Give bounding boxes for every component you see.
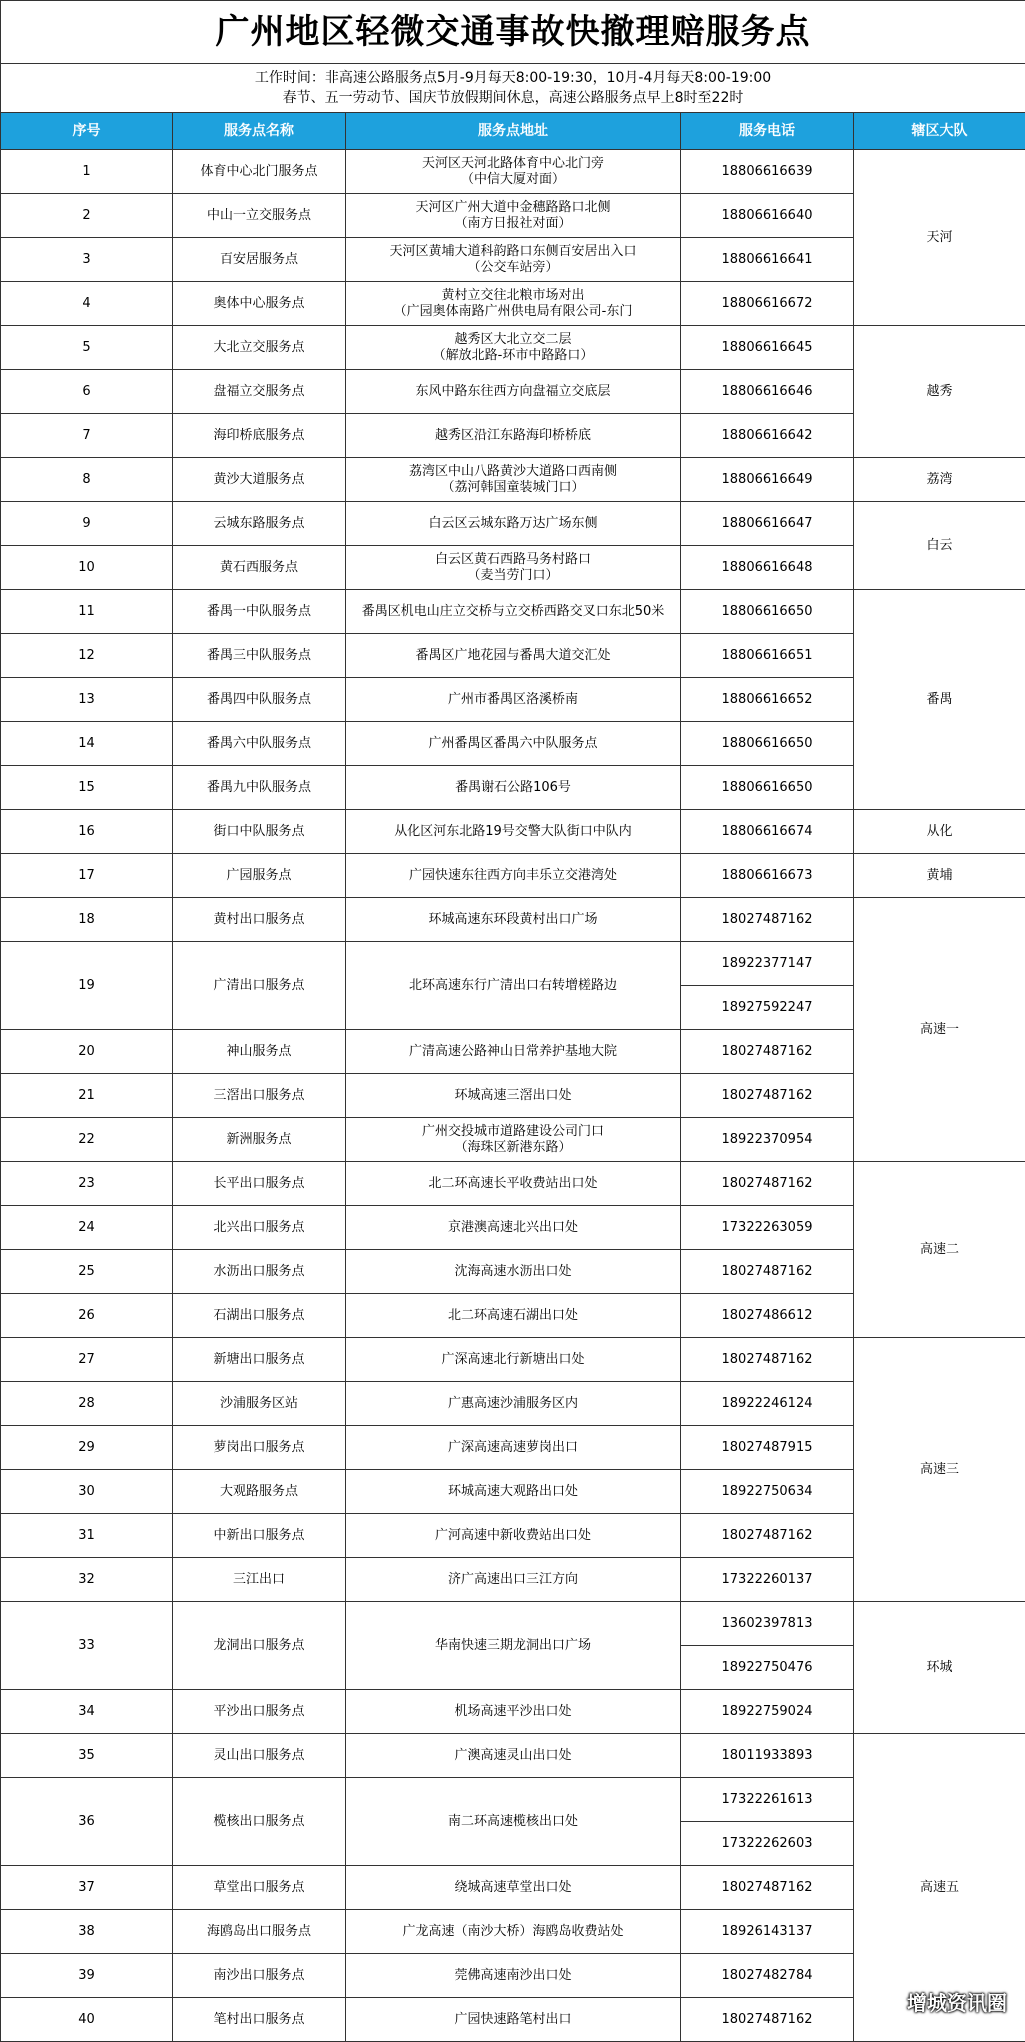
table-header-row (1, 113, 1025, 150)
cell-phone: 18027487162 (681, 1866, 854, 1910)
cell-address: 环城高速大观路出口处 (346, 1470, 681, 1514)
cell-phone: 18806616646 (681, 370, 854, 414)
cell-name: 中新出口服务点 (173, 1514, 346, 1558)
cell-phone: 18922750634 (681, 1470, 854, 1514)
cell-district: 白云 (854, 502, 1025, 590)
cell-no: 14 (1, 722, 173, 766)
cell-no: 29 (1, 1426, 173, 1470)
cell-phone: 18806616641 (681, 238, 854, 282)
cell-address: 广州市番禺区洛溪桥南 (346, 678, 681, 722)
cell-no: 10 (1, 546, 173, 590)
cell-address: 环城高速东环段黄村出口广场 (346, 898, 681, 942)
cell-address: 广州交投城市道路建设公司门口 （海珠区新港东路） (346, 1118, 681, 1162)
cell-district: 高速三 (854, 1338, 1025, 1602)
cell-name: 笔村出口服务点 (173, 1998, 346, 2042)
cell-address: 北二环高速长平收费站出口处 (346, 1162, 681, 1206)
cell-address: 黄村立交往北粮市场对出 （广园奥体南路广州供电局有限公司-东门 (346, 282, 681, 326)
cell-no: 4 (1, 282, 173, 326)
cell-address: 荔湾区中山八路黄沙大道路口西南侧 （荔河韩国童装城门口） (346, 458, 681, 502)
wechat-icon (869, 1989, 899, 2015)
table-row (1, 590, 1025, 634)
cell-name: 奥体中心服务点 (173, 282, 346, 326)
cell-name: 神山服务点 (173, 1030, 346, 1074)
header-phone: 服务电话 (681, 113, 854, 150)
cell-phone: 13602397813 (681, 1602, 854, 1646)
cell-phone: 18927592247 (681, 986, 854, 1030)
cell-address: 莞佛高速南沙出口处 (346, 1954, 681, 1998)
cell-name: 番禺三中队服务点 (173, 634, 346, 678)
cell-address: 广惠高速沙浦服务区内 (346, 1382, 681, 1426)
cell-no: 23 (1, 1162, 173, 1206)
cell-phone: 18806616639 (681, 150, 854, 194)
cell-name: 萝岗出口服务点 (173, 1426, 346, 1470)
cell-name: 番禺一中队服务点 (173, 590, 346, 634)
header-no: 序号 (1, 113, 173, 150)
cell-no: 18 (1, 898, 173, 942)
cell-phone: 18027482784 (681, 1954, 854, 1998)
cell-no: 16 (1, 810, 173, 854)
cell-phone: 18027487162 (681, 898, 854, 942)
cell-name: 番禺九中队服务点 (173, 766, 346, 810)
working-hours (1, 64, 1025, 113)
cell-no: 32 (1, 1558, 173, 1602)
cell-address: 广州番禺区番禺六中队服务点 (346, 722, 681, 766)
cell-address: 北二环高速石湖出口处 (346, 1294, 681, 1338)
table-row (1, 898, 1025, 942)
cell-phone: 18922370954 (681, 1118, 854, 1162)
cell-phone: 18806616640 (681, 194, 854, 238)
cell-phone: 18806616673 (681, 854, 854, 898)
watermark (869, 1987, 1007, 2016)
cell-district: 荔湾 (854, 458, 1025, 502)
cell-phone: 18027487162 (681, 1074, 854, 1118)
cell-no: 34 (1, 1690, 173, 1734)
cell-no: 17 (1, 854, 173, 898)
cell-no: 31 (1, 1514, 173, 1558)
cell-phone: 18027487162 (681, 1030, 854, 1074)
cell-name: 街口中队服务点 (173, 810, 346, 854)
cell-phone: 18806616650 (681, 766, 854, 810)
cell-no: 35 (1, 1734, 173, 1778)
cell-address: 广清高速公路神山日常养护基地大院 (346, 1030, 681, 1074)
cell-district: 高速五 (854, 1734, 1025, 2042)
cell-name: 沙浦服务区站 (173, 1382, 346, 1426)
cell-district: 从化 (854, 810, 1025, 854)
working-hours-line-1: 工作时间：非高速公路服务点5月-9月每天8:00-19:30，10月-4月每天8:00-19:00 (1, 68, 1025, 88)
cell-phone: 17322260137 (681, 1558, 854, 1602)
cell-address: 广深高速高速萝岗出口 (346, 1426, 681, 1470)
cell-phone: 17322262603 (681, 1822, 854, 1866)
cell-no: 3 (1, 238, 173, 282)
cell-no: 20 (1, 1030, 173, 1074)
watermark-text: 增城资讯圈 (907, 1987, 1007, 2016)
cell-phone: 18027487162 (681, 1998, 854, 2042)
cell-address: 番禺谢石公路106号 (346, 766, 681, 810)
cell-no: 19 (1, 942, 173, 1030)
cell-phone: 18806616649 (681, 458, 854, 502)
cell-no: 2 (1, 194, 173, 238)
cell-name: 大观路服务点 (173, 1470, 346, 1514)
cell-name: 三江出口 (173, 1558, 346, 1602)
cell-phone: 17322263059 (681, 1206, 854, 1250)
cell-no: 6 (1, 370, 173, 414)
cell-address: 济广高速出口三江方向 (346, 1558, 681, 1602)
cell-name: 北兴出口服务点 (173, 1206, 346, 1250)
cell-no: 21 (1, 1074, 173, 1118)
cell-phone: 18806616648 (681, 546, 854, 590)
cell-name: 草堂出口服务点 (173, 1866, 346, 1910)
cell-name: 云城东路服务点 (173, 502, 346, 546)
cell-phone: 18806616651 (681, 634, 854, 678)
cell-district: 天河 (854, 150, 1025, 326)
cell-name: 百安居服务点 (173, 238, 346, 282)
cell-no: 28 (1, 1382, 173, 1426)
table-row (1, 1602, 1025, 1646)
table-row (1, 458, 1025, 502)
cell-no: 36 (1, 1778, 173, 1866)
cell-phone: 18922377147 (681, 942, 854, 986)
cell-phone: 18027487162 (681, 1162, 854, 1206)
cell-phone: 18011933893 (681, 1734, 854, 1778)
cell-no: 15 (1, 766, 173, 810)
cell-phone: 18027487162 (681, 1250, 854, 1294)
page-title: 广州地区轻微交通事故快撤理赔服务点 (1, 1, 1025, 64)
cell-phone: 18806616674 (681, 810, 854, 854)
cell-name: 平沙出口服务点 (173, 1690, 346, 1734)
cell-address: 白云区黄石西路马务村路口 （麦当劳门口） (346, 546, 681, 590)
cell-address: 华南快速三期龙洞出口广场 (346, 1602, 681, 1690)
cell-district: 番禺 (854, 590, 1025, 810)
working-hours-line-2: 春节、五一劳动节、国庆节放假期间休息，高速公路服务点早上8时至22时 (1, 88, 1025, 108)
cell-district: 黄埔 (854, 854, 1025, 898)
cell-no: 39 (1, 1954, 173, 1998)
cell-no: 27 (1, 1338, 173, 1382)
cell-address: 番禺区广地花园与番禺大道交汇处 (346, 634, 681, 678)
cell-no: 13 (1, 678, 173, 722)
cell-no: 22 (1, 1118, 173, 1162)
cell-name: 番禺六中队服务点 (173, 722, 346, 766)
cell-no: 33 (1, 1602, 173, 1690)
cell-phone: 18806616672 (681, 282, 854, 326)
cell-name: 石湖出口服务点 (173, 1294, 346, 1338)
cell-address: 广园快速路笔村出口 (346, 1998, 681, 2042)
cell-phone: 18027487162 (681, 1338, 854, 1382)
cell-address: 东风中路东往西方向盘福立交底层 (346, 370, 681, 414)
cell-phone: 17322261613 (681, 1778, 854, 1822)
cell-address: 广澳高速灵山出口处 (346, 1734, 681, 1778)
cell-no: 38 (1, 1910, 173, 1954)
cell-address: 越秀区大北立交二层 （解放北路-环市中路路口） (346, 326, 681, 370)
cell-address: 绕城高速草堂出口处 (346, 1866, 681, 1910)
table-row (1, 502, 1025, 546)
table-row (1, 150, 1025, 194)
cell-name: 广清出口服务点 (173, 942, 346, 1030)
cell-phone: 18922246124 (681, 1382, 854, 1426)
cell-phone: 18806616650 (681, 590, 854, 634)
cell-address: 广河高速中新收费站出口处 (346, 1514, 681, 1558)
cell-address: 广园快速东往西方向丰乐立交港湾处 (346, 854, 681, 898)
cell-name: 龙洞出口服务点 (173, 1602, 346, 1690)
cell-name: 海鸥岛出口服务点 (173, 1910, 346, 1954)
header-address: 服务点地址 (346, 113, 681, 150)
cell-no: 25 (1, 1250, 173, 1294)
cell-no: 5 (1, 326, 173, 370)
cell-name: 新塘出口服务点 (173, 1338, 346, 1382)
cell-no: 8 (1, 458, 173, 502)
cell-phone: 18806616642 (681, 414, 854, 458)
cell-name: 水沥出口服务点 (173, 1250, 346, 1294)
cell-name: 盘福立交服务点 (173, 370, 346, 414)
cell-address: 天河区广州大道中金穗路路口北侧 （南方日报社对面） (346, 194, 681, 238)
cell-phone: 18806616652 (681, 678, 854, 722)
cell-phone: 18922750476 (681, 1646, 854, 1690)
cell-phone: 18806616650 (681, 722, 854, 766)
cell-district: 高速二 (854, 1162, 1025, 1338)
cell-address: 天河区天河北路体育中心北门旁 （中信大厦对面） (346, 150, 681, 194)
cell-name: 南沙出口服务点 (173, 1954, 346, 1998)
cell-name: 中山一立交服务点 (173, 194, 346, 238)
cell-address: 京港澳高速北兴出口处 (346, 1206, 681, 1250)
cell-name: 黄村出口服务点 (173, 898, 346, 942)
cell-phone: 18027487915 (681, 1426, 854, 1470)
cell-name: 榄核出口服务点 (173, 1778, 346, 1866)
cell-name: 体育中心北门服务点 (173, 150, 346, 194)
cell-district: 越秀 (854, 326, 1025, 458)
header-name: 服务点名称 (173, 113, 346, 150)
cell-name: 长平出口服务点 (173, 1162, 346, 1206)
table-row (1, 1338, 1025, 1382)
cell-no: 40 (1, 1998, 173, 2042)
cell-no: 1 (1, 150, 173, 194)
cell-district: 高速一 (854, 898, 1025, 1162)
table-row (1, 1734, 1025, 1778)
cell-phone: 18922759024 (681, 1690, 854, 1734)
cell-address: 广深高速北行新塘出口处 (346, 1338, 681, 1382)
cell-address: 番禺区机电山庄立交桥与立交桥西路交叉口东北50米 (346, 590, 681, 634)
cell-name: 广园服务点 (173, 854, 346, 898)
cell-name: 黄石西服务点 (173, 546, 346, 590)
cell-no: 7 (1, 414, 173, 458)
cell-address: 机场高速平沙出口处 (346, 1690, 681, 1734)
cell-phone: 18027487162 (681, 1514, 854, 1558)
cell-no: 37 (1, 1866, 173, 1910)
table-row (1, 1162, 1025, 1206)
cell-no: 30 (1, 1470, 173, 1514)
cell-phone: 18926143137 (681, 1910, 854, 1954)
cell-address: 天河区黄埔大道科韵路口东侧百安居出入口 （公交车站旁） (346, 238, 681, 282)
table-row (1, 854, 1025, 898)
cell-name: 番禺四中队服务点 (173, 678, 346, 722)
cell-address: 广龙高速（南沙大桥）海鸥岛收费站处 (346, 1910, 681, 1954)
cell-address: 北环高速东行广清出口右转增槎路边 (346, 942, 681, 1030)
cell-district: 环城 (854, 1602, 1025, 1734)
cell-address: 南二环高速榄核出口处 (346, 1778, 681, 1866)
cell-no: 24 (1, 1206, 173, 1250)
cell-phone: 18027486612 (681, 1294, 854, 1338)
cell-no: 12 (1, 634, 173, 678)
cell-address: 白云区云城东路万达广场东侧 (346, 502, 681, 546)
cell-address: 从化区河东北路19号交警大队街口中队内 (346, 810, 681, 854)
cell-name: 黄沙大道服务点 (173, 458, 346, 502)
cell-address: 沈海高速水沥出口处 (346, 1250, 681, 1294)
cell-address: 环城高速三滘出口处 (346, 1074, 681, 1118)
table-row (1, 810, 1025, 854)
cell-phone: 18806616645 (681, 326, 854, 370)
cell-name: 新洲服务点 (173, 1118, 346, 1162)
cell-name: 海印桥底服务点 (173, 414, 346, 458)
cell-name: 大北立交服务点 (173, 326, 346, 370)
cell-phone: 18806616647 (681, 502, 854, 546)
cell-no: 11 (1, 590, 173, 634)
cell-name: 灵山出口服务点 (173, 1734, 346, 1778)
cell-no: 26 (1, 1294, 173, 1338)
table-row (1, 326, 1025, 370)
header-district: 辖区大队 (854, 113, 1025, 150)
cell-name: 三滘出口服务点 (173, 1074, 346, 1118)
cell-address: 越秀区沿江东路海印桥桥底 (346, 414, 681, 458)
cell-no: 9 (1, 502, 173, 546)
